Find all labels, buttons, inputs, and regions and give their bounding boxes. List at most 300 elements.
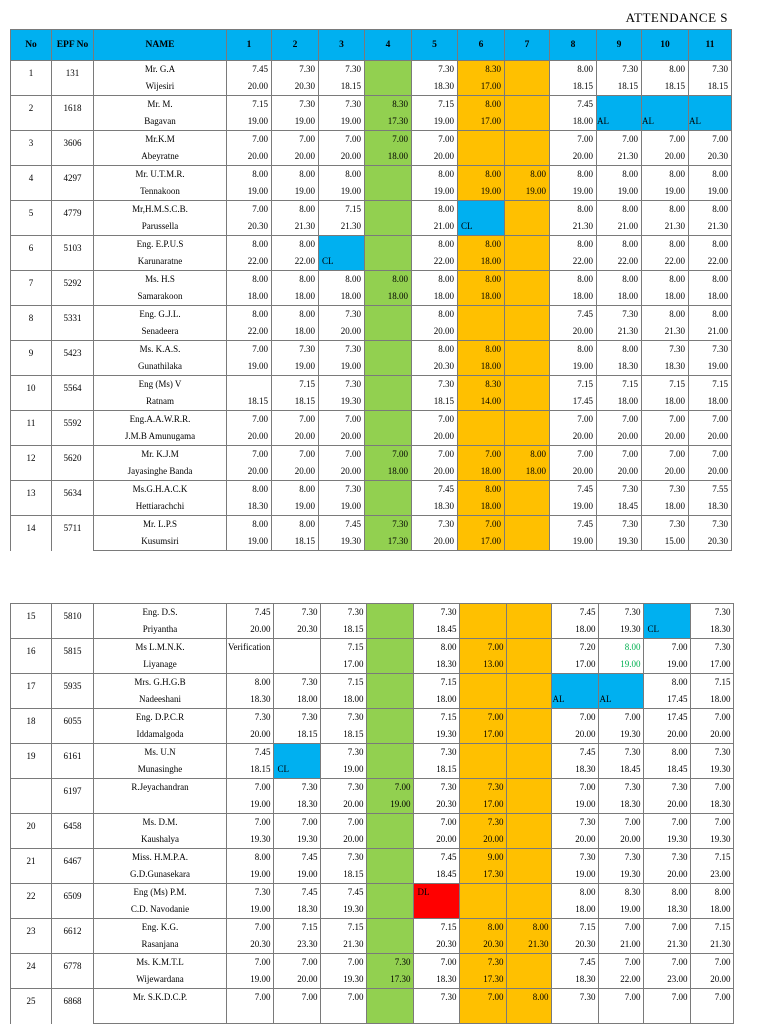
time-cell: 7.00 (272, 446, 319, 464)
time-cell: 23.00 (644, 971, 691, 989)
time-cell (505, 218, 550, 236)
epf-number: 4779 (52, 201, 94, 236)
employee-name: Mr.K.M (94, 131, 227, 149)
table-row-second-line (11, 358, 732, 376)
time-cell: 18.00 (552, 621, 599, 639)
time-cell: 7.15 (689, 376, 732, 394)
time-cell: 7.00 (414, 954, 460, 972)
employee-name-line2: Karunaratne (94, 253, 227, 271)
time-cell: 7.45 (550, 96, 597, 114)
time-cell: 20.00 (644, 726, 691, 744)
row-number: 8 (11, 306, 52, 341)
time-cell (644, 604, 691, 622)
time-cell (367, 621, 414, 639)
time-cell: 7.15 (691, 849, 734, 867)
time-cell: 18.00 (642, 393, 689, 411)
row-number: 2 (11, 96, 52, 131)
time-cell: 7.00 (597, 446, 642, 464)
time-cell: 7.45 (319, 516, 365, 534)
time-cell: 8.00 (412, 306, 458, 324)
time-cell: 22.00 (599, 971, 644, 989)
time-cell: 20.00 (227, 428, 272, 446)
time-cell: 21.30 (321, 936, 367, 954)
time-cell: 7.45 (227, 604, 274, 622)
time-cell: 18.00 (689, 288, 732, 306)
time-cell: 7.55 (689, 481, 732, 499)
time-cell: 8.00 (412, 236, 458, 254)
time-cell: 13.00 (460, 656, 507, 674)
time-cell: 7.00 (227, 411, 272, 429)
time-cell: 7.00 (550, 131, 597, 149)
time-cell: 19.00 (319, 358, 365, 376)
time-cell: 19.30 (321, 971, 367, 989)
time-cell (458, 201, 505, 219)
time-cell: 19.30 (319, 533, 365, 551)
table-row-second-line (11, 428, 732, 446)
time-cell: 22.00 (412, 253, 458, 271)
time-cell (507, 744, 552, 762)
table-row (11, 376, 732, 394)
time-cell: 7.30 (319, 306, 365, 324)
time-cell: 18.30 (552, 971, 599, 989)
time-cell: 8.00 (689, 166, 732, 184)
time-cell (505, 148, 550, 166)
time-cell: 17.30 (460, 866, 507, 884)
time-cell (367, 831, 414, 849)
time-cell: 8.00 (365, 271, 412, 289)
time-cell: 18.00 (365, 148, 412, 166)
time-cell: 18.00 (458, 358, 505, 376)
time-cell: 7.00 (227, 341, 272, 359)
time-cell: 8.30 (599, 884, 644, 902)
time-cell: 8.30 (365, 96, 412, 114)
time-cell: 8.00 (644, 674, 691, 692)
time-cell (505, 78, 550, 96)
time-cell (367, 901, 414, 919)
time-cell (367, 604, 414, 622)
time-cell: 19.00 (227, 796, 274, 814)
table-row (11, 884, 734, 902)
time-cell: 7.30 (642, 481, 689, 499)
time-cell: 18.00 (691, 691, 734, 709)
time-cell: 7.15 (691, 674, 734, 692)
time-cell: 8.00 (597, 236, 642, 254)
epf-number: 5620 (52, 446, 94, 481)
time-cell: 7.00 (274, 954, 321, 972)
time-cell: 18.30 (552, 761, 599, 779)
table-row-second-line (11, 323, 732, 341)
time-cell: 7.00 (691, 814, 734, 832)
time-cell: 20.00 (227, 148, 272, 166)
time-cell (505, 516, 550, 534)
time-cell: 20.00 (319, 428, 365, 446)
time-cell (505, 428, 550, 446)
time-cell: 8.00 (272, 166, 319, 184)
time-cell: 8.00 (227, 674, 274, 692)
time-cell: 23.30 (274, 936, 321, 954)
time-cell: 18.15 (272, 533, 319, 551)
time-cell: 7.30 (321, 709, 367, 727)
time-cell: 20.00 (319, 148, 365, 166)
time-cell: 8.00 (507, 989, 552, 1007)
time-cell: 18.15 (227, 393, 272, 411)
time-cell: 8.00 (689, 201, 732, 219)
employee-name: Eng.A.A.W.R.R. (94, 411, 227, 429)
time-cell: 7.30 (274, 709, 321, 727)
time-cell: 20.30 (689, 148, 732, 166)
employee-name: Mr. U.T.M.R. (94, 166, 227, 184)
epf-number: 4297 (52, 166, 94, 201)
time-cell: 8.00 (597, 341, 642, 359)
time-cell: 8.00 (272, 481, 319, 499)
time-cell: 7.00 (599, 919, 644, 937)
time-cell: 21.30 (691, 936, 734, 954)
time-cell (367, 989, 414, 1007)
time-cell: 8.00 (458, 96, 505, 114)
table-row (11, 709, 734, 727)
time-cell: 7.00 (644, 814, 691, 832)
time-cell: 21.30 (644, 936, 691, 954)
time-cell: 18.15 (272, 393, 319, 411)
employee-name: Eng. G.J.L. (94, 306, 227, 324)
time-cell: 7.00 (550, 411, 597, 429)
time-cell: CL (274, 761, 321, 779)
time-cell: 18.30 (412, 78, 458, 96)
employee-name-line2: Liyanage (94, 656, 227, 674)
time-cell: 20.00 (460, 831, 507, 849)
column-header: 11 (689, 30, 732, 61)
time-cell: 20.30 (552, 936, 599, 954)
time-cell: 8.00 (550, 61, 597, 79)
time-cell: 20.00 (550, 323, 597, 341)
employee-name-line2: Rasanjana (94, 936, 227, 954)
table-row (11, 201, 732, 219)
time-cell: 7.00 (597, 411, 642, 429)
time-cell (507, 656, 552, 674)
time-cell: 20.30 (227, 936, 274, 954)
employee-name: Mrs. G.H.G.B (94, 674, 227, 692)
time-cell (460, 901, 507, 919)
time-cell (599, 1006, 644, 1024)
time-cell: 7.30 (599, 779, 644, 797)
time-cell: 20.00 (227, 621, 274, 639)
time-cell: 18.30 (644, 901, 691, 919)
time-cell (507, 691, 552, 709)
time-cell: 19.30 (274, 831, 321, 849)
time-cell (505, 236, 550, 254)
time-cell: 8.00 (458, 236, 505, 254)
time-cell: 8.00 (227, 516, 272, 534)
table-row-second-line (11, 288, 732, 306)
time-cell: 19.30 (599, 621, 644, 639)
time-cell: 7.45 (552, 954, 599, 972)
time-cell: 19.00 (552, 796, 599, 814)
time-cell: 7.30 (691, 604, 734, 622)
time-cell (507, 884, 552, 902)
time-cell: 7.00 (365, 446, 412, 464)
time-cell: 21.00 (597, 218, 642, 236)
table-row-second-line (11, 78, 732, 96)
time-cell: 8.30 (458, 376, 505, 394)
time-cell: 19.00 (319, 183, 365, 201)
time-cell: 18.00 (642, 288, 689, 306)
epf-number: 5592 (52, 411, 94, 446)
time-cell: 7.15 (412, 96, 458, 114)
time-cell (460, 744, 507, 762)
time-cell: 8.00 (507, 919, 552, 937)
table-row (11, 166, 732, 184)
column-header: No (11, 30, 52, 61)
time-cell: 18.00 (550, 113, 597, 131)
epf-number: 6467 (52, 849, 94, 884)
time-cell: 7.30 (597, 61, 642, 79)
time-cell (597, 96, 642, 114)
time-cell: 7.00 (272, 411, 319, 429)
time-cell (507, 604, 552, 622)
employee-name-line2: Bagavan (94, 113, 227, 131)
time-cell: 18.30 (274, 901, 321, 919)
time-cell: 20.00 (414, 831, 460, 849)
time-cell: AL (599, 691, 644, 709)
time-cell: 19.00 (689, 358, 732, 376)
time-cell: 19.00 (227, 866, 274, 884)
time-cell (505, 358, 550, 376)
time-cell: 20.00 (227, 726, 274, 744)
time-cell (365, 253, 412, 271)
time-cell (458, 428, 505, 446)
time-cell: 17.00 (460, 796, 507, 814)
time-cell: 18.00 (458, 288, 505, 306)
time-cell: 8.00 (550, 341, 597, 359)
time-cell: 18.30 (414, 656, 460, 674)
table-row-second-line (11, 971, 734, 989)
time-cell: 7.00 (412, 131, 458, 149)
time-cell: 17.00 (458, 533, 505, 551)
epf-number: 6612 (52, 919, 94, 954)
time-cell: 20.00 (550, 428, 597, 446)
time-cell: 20.30 (227, 218, 272, 236)
time-cell: 7.30 (321, 779, 367, 797)
time-cell (505, 306, 550, 324)
time-cell: 9.00 (460, 849, 507, 867)
time-cell (319, 236, 365, 254)
time-cell: 18.00 (691, 901, 734, 919)
time-cell: 19.00 (319, 113, 365, 131)
time-cell: 8.00 (644, 744, 691, 762)
time-cell: 20.00 (552, 726, 599, 744)
epf-number: 5331 (52, 306, 94, 341)
employee-name: Eng. D.P.C.R (94, 709, 227, 727)
time-cell: 7.00 (552, 709, 599, 727)
time-cell: 7.45 (550, 306, 597, 324)
employee-name: Mr,H.M.S.C.B. (94, 201, 227, 219)
row-number: 5 (11, 201, 52, 236)
time-cell: 7.30 (642, 516, 689, 534)
time-cell (505, 411, 550, 429)
time-cell: 8.00 (458, 341, 505, 359)
time-cell: 7.30 (414, 779, 460, 797)
employee-name-line2: Munasinghe (94, 761, 227, 779)
time-cell: 7.15 (691, 919, 734, 937)
time-cell: 20.00 (644, 796, 691, 814)
time-cell: 20.00 (412, 463, 458, 481)
epf-number: 1618 (52, 96, 94, 131)
time-cell: 7.00 (691, 989, 734, 1007)
table-row-second-line (11, 656, 734, 674)
time-cell (507, 621, 552, 639)
time-cell: 7.20 (552, 639, 599, 657)
time-cell: 18.15 (412, 393, 458, 411)
time-cell (367, 656, 414, 674)
time-cell: AL (642, 113, 689, 131)
time-cell: 7.00 (644, 989, 691, 1007)
time-cell (458, 411, 505, 429)
time-cell: 17.30 (365, 533, 412, 551)
time-cell: 7.30 (599, 604, 644, 622)
time-cell (458, 306, 505, 324)
time-cell: 7.15 (321, 919, 367, 937)
time-cell: AL (552, 691, 599, 709)
time-cell: 18.15 (227, 761, 274, 779)
time-cell: 19.00 (227, 901, 274, 919)
time-cell: 20.00 (689, 463, 732, 481)
time-cell (414, 1006, 460, 1024)
time-cell (507, 639, 552, 657)
time-cell: 17.00 (458, 78, 505, 96)
time-cell: 18.00 (272, 288, 319, 306)
time-cell: 7.00 (597, 131, 642, 149)
time-cell: 7.00 (414, 814, 460, 832)
time-cell: 7.45 (227, 744, 274, 762)
time-cell: 7.30 (272, 61, 319, 79)
time-cell: 8.00 (458, 481, 505, 499)
column-header: NAME (94, 30, 227, 61)
time-cell: 20.30 (460, 936, 507, 954)
time-cell (507, 796, 552, 814)
table-row-second-line (11, 761, 734, 779)
row-number: 23 (11, 919, 52, 954)
time-cell: 7.00 (644, 639, 691, 657)
time-cell: 7.30 (412, 376, 458, 394)
time-cell: 8.00 (272, 271, 319, 289)
time-cell: 17.00 (552, 656, 599, 674)
table-row-second-line (11, 113, 732, 131)
employee-name: Mr. G.A (94, 61, 227, 79)
time-cell (367, 936, 414, 954)
time-cell: 19.30 (691, 761, 734, 779)
employee-name-line2: Nadeeshani (94, 691, 227, 709)
time-cell: 19.00 (227, 113, 272, 131)
time-cell: 18.00 (412, 288, 458, 306)
time-cell (367, 709, 414, 727)
table-row-second-line (11, 901, 734, 919)
time-cell: 7.15 (321, 674, 367, 692)
time-cell: 18.00 (414, 691, 460, 709)
time-cell: 19.30 (321, 901, 367, 919)
employee-name-line2: Gunathilaka (94, 358, 227, 376)
time-cell: 7.30 (272, 341, 319, 359)
time-cell: 7.30 (319, 481, 365, 499)
header-row (11, 30, 732, 61)
row-number: 7 (11, 271, 52, 306)
time-cell: 7.30 (319, 341, 365, 359)
table-row (11, 411, 732, 429)
column-header: 1 (227, 30, 272, 61)
epf-number: 6197 (52, 779, 94, 814)
time-cell: 7.30 (227, 884, 274, 902)
time-cell: 7.45 (412, 481, 458, 499)
table-row (11, 306, 732, 324)
time-cell: 21.30 (642, 323, 689, 341)
time-cell: 19.00 (550, 358, 597, 376)
time-cell: 7.00 (274, 989, 321, 1007)
time-cell: 19.30 (599, 866, 644, 884)
time-cell (507, 971, 552, 989)
time-cell: 21.30 (642, 218, 689, 236)
row-number: 21 (11, 849, 52, 884)
time-cell (367, 726, 414, 744)
time-cell: 17.00 (460, 726, 507, 744)
time-cell (505, 288, 550, 306)
table-row-second-line (11, 218, 732, 236)
time-cell: 23.00 (691, 866, 734, 884)
time-cell: 20.00 (599, 831, 644, 849)
table-row (11, 744, 734, 762)
table-row (11, 849, 734, 867)
time-cell (505, 481, 550, 499)
time-cell: 8.00 (550, 236, 597, 254)
time-cell: 7.30 (599, 744, 644, 762)
table-row-second-line (11, 1006, 734, 1024)
time-cell (367, 866, 414, 884)
time-cell: 20.00 (227, 78, 272, 96)
time-cell: 7.00 (689, 411, 732, 429)
time-cell: 19.00 (458, 183, 505, 201)
time-cell: 18.15 (321, 866, 367, 884)
time-cell: 18.00 (365, 288, 412, 306)
time-cell: 21.30 (507, 936, 552, 954)
time-cell: 19.00 (599, 656, 644, 674)
time-cell: 17.00 (458, 113, 505, 131)
time-cell: 19.00 (642, 183, 689, 201)
time-cell: 7.00 (599, 814, 644, 832)
row-number: 12 (11, 446, 52, 481)
time-cell: 7.30 (365, 516, 412, 534)
time-cell: 7.30 (642, 341, 689, 359)
employee-name-line2: Wijewardana (94, 971, 227, 989)
time-cell: 20.00 (691, 971, 734, 989)
time-cell (227, 1006, 274, 1024)
time-cell (505, 253, 550, 271)
time-cell (507, 831, 552, 849)
time-cell: AL (597, 113, 642, 131)
time-cell: 7.00 (642, 131, 689, 149)
time-cell (365, 428, 412, 446)
employee-name: Mr. M. (94, 96, 227, 114)
time-cell: 8.00 (412, 271, 458, 289)
employee-name: Ms. U.N (94, 744, 227, 762)
time-cell: 20.00 (319, 463, 365, 481)
time-cell: 18.00 (458, 463, 505, 481)
time-cell: 18.15 (321, 726, 367, 744)
time-cell: 19.30 (319, 393, 365, 411)
time-cell: 18.15 (689, 78, 732, 96)
epf-number: 5815 (52, 639, 94, 674)
epf-number: 5423 (52, 341, 94, 376)
table-row-second-line (11, 726, 734, 744)
time-cell: 8.00 (597, 201, 642, 219)
time-cell: CL (319, 253, 365, 271)
